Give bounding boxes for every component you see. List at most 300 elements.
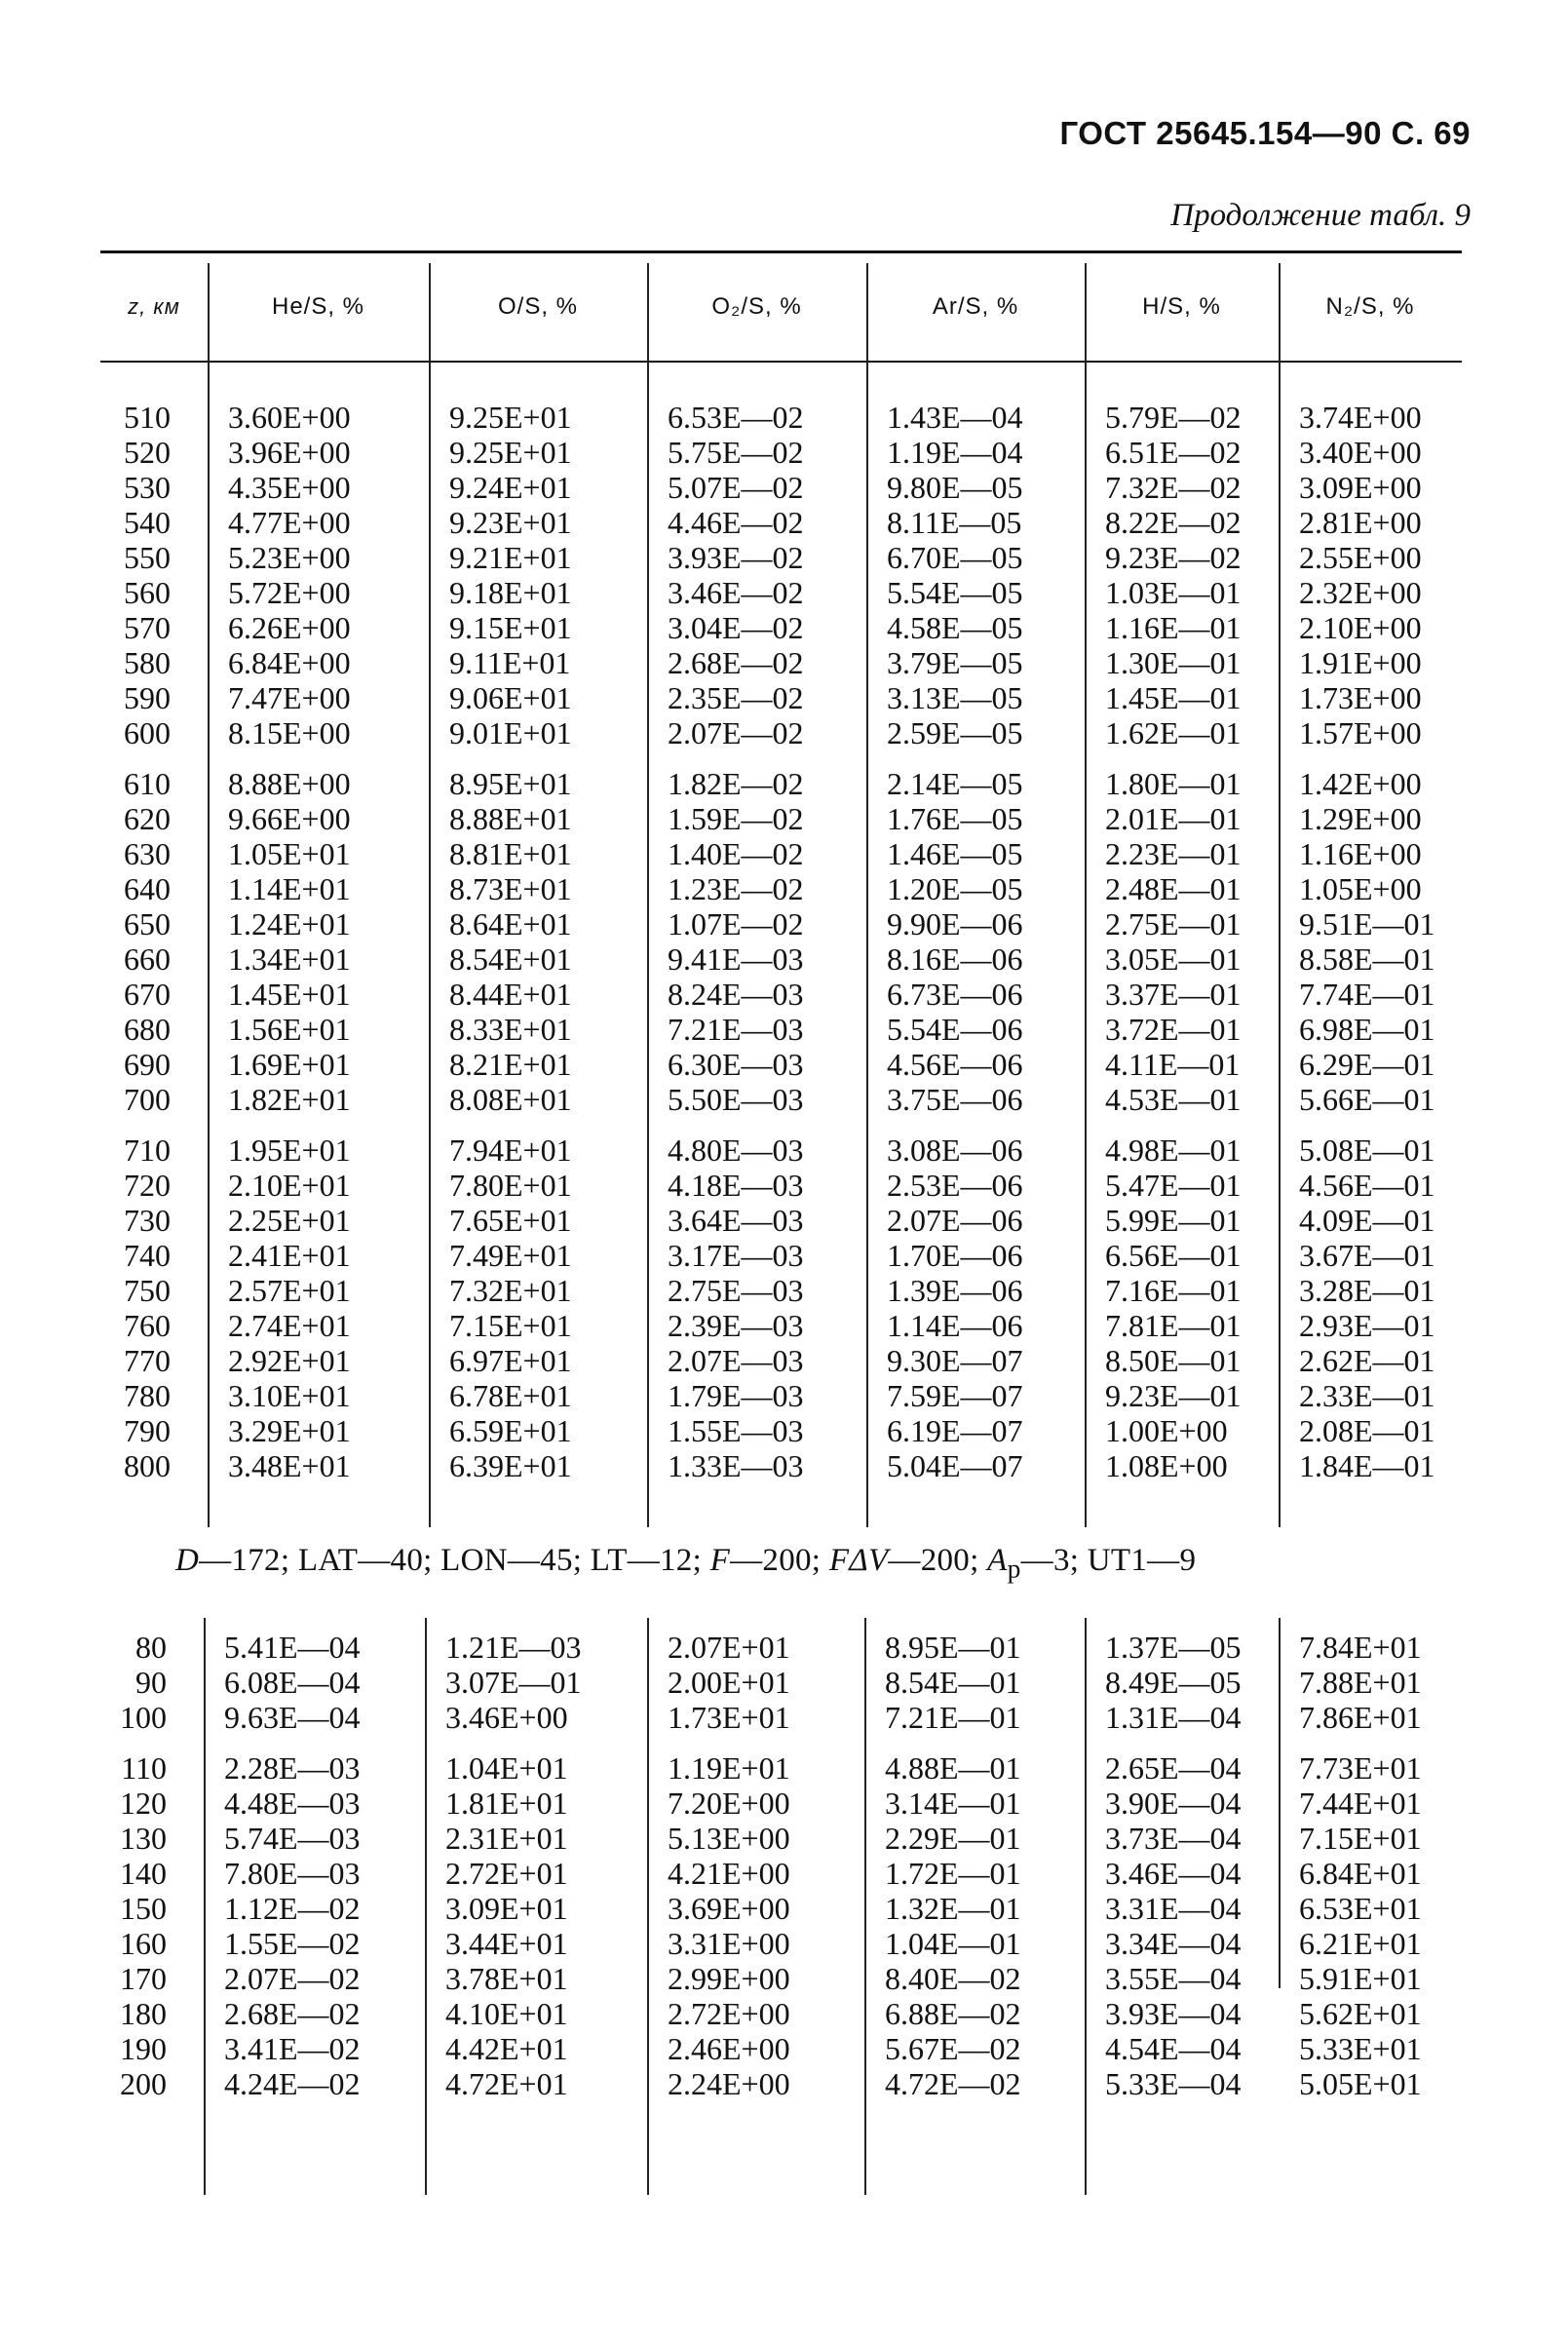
value-cell: 6.53E+01 <box>1299 1891 1422 1926</box>
value-cell: 7.59E—07 <box>887 1378 1023 1413</box>
value-cell: 5.50E—03 <box>668 1082 804 1117</box>
column-header-h: H/S, % <box>1142 293 1221 320</box>
table-row <box>100 540 1462 575</box>
value-cell: 8.11E—05 <box>887 505 1022 540</box>
table-row <box>100 1665 1462 1700</box>
table-row <box>100 2031 1462 2066</box>
value-cell: 3.28E—01 <box>1299 1273 1435 1308</box>
value-cell: 7.16E—01 <box>1105 1273 1242 1308</box>
value-cell: 2.07E+01 <box>668 1630 790 1665</box>
altitude-cell: 800 <box>124 1448 171 1483</box>
value-cell: 3.31E—04 <box>1105 1891 1242 1926</box>
value-cell: 7.65E+01 <box>449 1203 572 1238</box>
value-cell: 1.00E+00 <box>1105 1413 1228 1448</box>
column-header-he: He/S, % <box>271 293 365 320</box>
altitude-cell: 730 <box>124 1203 171 1238</box>
value-cell: 1.34E+01 <box>228 941 351 977</box>
table-row <box>100 1448 1462 1483</box>
table-block-110-200 <box>100 1750 1462 2101</box>
condition-fav-value: —200; <box>888 1543 988 1578</box>
value-cell: 5.75E—02 <box>668 435 804 470</box>
condition-d-value: —172; LAT—40; LON—45; LT—12; <box>199 1543 710 1578</box>
table-row <box>100 1891 1462 1926</box>
altitude-cell: 130 <box>120 1821 167 1856</box>
value-cell: 2.25E+01 <box>228 1203 351 1238</box>
value-cell: 2.07E—03 <box>668 1343 804 1378</box>
table-row <box>100 1750 1462 1786</box>
table-block-710-800 <box>100 1133 1462 1483</box>
value-cell: 1.69E+01 <box>228 1047 351 1082</box>
table-row <box>100 1273 1462 1308</box>
value-cell: 4.72E+01 <box>445 2066 568 2101</box>
value-cell: 8.73E+01 <box>449 871 572 906</box>
value-cell: 5.66E—01 <box>1299 1082 1435 1117</box>
altitude-cell: 680 <box>124 1012 171 1047</box>
value-cell: 1.19E—04 <box>887 435 1023 470</box>
table-row <box>100 1082 1462 1117</box>
value-cell: 9.90E—06 <box>887 906 1023 941</box>
value-cell: 2.93E—01 <box>1299 1308 1435 1343</box>
value-cell: 2.32E+00 <box>1299 575 1422 610</box>
value-cell: 1.70E—06 <box>887 1238 1023 1273</box>
value-cell: 8.16E—06 <box>887 941 1023 977</box>
table-row <box>100 1203 1462 1238</box>
value-cell: 1.16E—01 <box>1105 610 1242 645</box>
value-cell: 1.12E—02 <box>224 1891 361 1926</box>
value-cell: 1.55E—02 <box>224 1926 361 1961</box>
value-cell: 9.06E+01 <box>449 680 572 715</box>
conditions-line <box>175 1543 1196 1585</box>
value-cell: 3.74E+00 <box>1299 400 1422 435</box>
altitude-cell: 600 <box>124 715 171 750</box>
value-cell: 1.55E—03 <box>668 1413 804 1448</box>
value-cell: 2.01E—01 <box>1105 801 1242 836</box>
table-row <box>100 1238 1462 1273</box>
value-cell: 3.75E—06 <box>887 1082 1023 1117</box>
value-cell: 9.15E+01 <box>449 610 572 645</box>
value-cell: 5.54E—06 <box>887 1012 1023 1047</box>
value-cell: 2.41E+01 <box>228 1238 351 1273</box>
value-cell: 2.99E+00 <box>668 1961 790 1996</box>
table-row <box>100 680 1462 715</box>
value-cell: 5.07E—02 <box>668 470 804 505</box>
table-row <box>100 1012 1462 1047</box>
table-row <box>100 1308 1462 1343</box>
value-cell: 5.79E—02 <box>1105 400 1242 435</box>
table-row <box>100 1047 1462 1082</box>
value-cell: 3.05E—01 <box>1105 941 1242 977</box>
table-row <box>100 1168 1462 1203</box>
value-cell: 6.30E—03 <box>668 1047 804 1082</box>
value-cell: 2.62E—01 <box>1299 1343 1435 1378</box>
value-cell: 4.56E—06 <box>887 1047 1023 1082</box>
altitude-cell: 790 <box>124 1413 171 1448</box>
table-row <box>100 470 1462 505</box>
value-cell: 1.05E+00 <box>1299 871 1422 906</box>
value-cell: 4.24E—02 <box>224 2066 361 2101</box>
value-cell: 2.72E+00 <box>668 1996 790 2031</box>
value-cell: 8.95E+01 <box>449 766 572 801</box>
value-cell: 9.25E+01 <box>449 435 572 470</box>
altitude-cell: 100 <box>120 1700 167 1735</box>
altitude-cell: 740 <box>124 1238 171 1273</box>
value-cell: 4.46E—02 <box>668 505 804 540</box>
value-cell: 8.15E+00 <box>228 715 351 750</box>
table-row <box>100 1378 1462 1413</box>
altitude-cell: 550 <box>124 540 171 575</box>
value-cell: 3.31E+00 <box>668 1926 790 1961</box>
value-cell: 8.44E+01 <box>449 977 572 1012</box>
value-cell: 1.21E—03 <box>445 1630 582 1665</box>
column-header-ar: Ar/S, % <box>932 293 1019 320</box>
value-cell: 8.24E—03 <box>668 977 804 1012</box>
column-header-o2: O₂/S, % <box>711 293 802 320</box>
condition-a-value: —3; UT1—9 <box>1020 1543 1197 1578</box>
value-cell: 4.56E—01 <box>1299 1168 1435 1203</box>
condition-fav-label: FΔV <box>828 1543 889 1578</box>
table-row <box>100 1700 1462 1735</box>
composition-table <box>100 253 1462 1483</box>
value-cell: 1.42E+00 <box>1299 766 1422 801</box>
value-cell: 7.86E+01 <box>1299 1700 1422 1735</box>
value-cell: 7.21E—03 <box>668 1012 804 1047</box>
value-cell: 1.46E—05 <box>887 836 1023 871</box>
value-cell: 8.22E—02 <box>1105 505 1242 540</box>
altitude-cell: 180 <box>120 1996 167 2031</box>
value-cell: 1.43E—04 <box>887 400 1023 435</box>
table-block-510-600 <box>100 400 1462 750</box>
table-continuation-caption: Продолжение табл. 9 <box>1170 198 1471 233</box>
value-cell: 3.64E—03 <box>668 1203 804 1238</box>
altitude-cell: 620 <box>124 801 171 836</box>
column-header-row <box>100 253 1462 361</box>
value-cell: 1.05E+01 <box>228 836 351 871</box>
value-cell: 4.80E—03 <box>668 1133 804 1168</box>
altitude-cell: 80 <box>135 1630 167 1665</box>
value-cell: 7.32E—02 <box>1105 470 1242 505</box>
value-cell: 6.59E+01 <box>449 1413 572 1448</box>
value-cell: 2.00E+01 <box>668 1665 790 1700</box>
value-cell: 5.23E+00 <box>228 540 351 575</box>
value-cell: 2.75E—01 <box>1105 906 1242 941</box>
altitude-cell: 200 <box>120 2066 167 2101</box>
value-cell: 7.15E+01 <box>1299 1821 1422 1856</box>
value-cell: 6.08E—04 <box>224 1665 361 1700</box>
altitude-cell: 570 <box>124 610 171 645</box>
value-cell: 4.11E—01 <box>1105 1047 1241 1082</box>
value-cell: 6.98E—01 <box>1299 1012 1435 1047</box>
value-cell: 8.58E—01 <box>1299 941 1435 977</box>
value-cell: 1.45E—01 <box>1105 680 1242 715</box>
value-cell: 5.41E—04 <box>224 1630 361 1665</box>
value-cell: 1.79E—03 <box>668 1378 804 1413</box>
value-cell: 1.30E—01 <box>1105 645 1242 680</box>
value-cell: 3.08E—06 <box>887 1133 1023 1168</box>
value-cell: 3.09E+01 <box>445 1891 568 1926</box>
value-cell: 4.54E—04 <box>1105 2031 1242 2066</box>
value-cell: 3.73E—04 <box>1105 1821 1242 1856</box>
value-cell: 1.08E+00 <box>1105 1448 1228 1483</box>
value-cell: 3.46E—04 <box>1105 1856 1242 1891</box>
value-cell: 2.65E—04 <box>1105 1750 1242 1786</box>
value-cell: 9.25E+01 <box>449 400 572 435</box>
table-row <box>100 645 1462 680</box>
value-cell: 3.55E—04 <box>1105 1961 1242 1996</box>
value-cell: 1.14E—06 <box>887 1308 1023 1343</box>
value-cell: 1.95E+01 <box>228 1133 351 1168</box>
value-cell: 6.84E+00 <box>228 645 351 680</box>
value-cell: 1.81E+01 <box>445 1786 568 1821</box>
value-cell: 6.78E+01 <box>449 1378 572 1413</box>
value-cell: 6.21E+01 <box>1299 1926 1422 1961</box>
value-cell: 6.70E—05 <box>887 540 1023 575</box>
altitude-cell: 510 <box>124 400 171 435</box>
value-cell: 5.62E+01 <box>1299 1996 1422 2031</box>
value-cell: 2.31E+01 <box>445 1821 568 1856</box>
value-cell: 6.97E+01 <box>449 1343 572 1378</box>
value-cell: 2.92E+01 <box>228 1343 351 1378</box>
table-row <box>100 1630 1462 1665</box>
value-cell: 1.82E+01 <box>228 1082 351 1117</box>
table-row <box>100 610 1462 645</box>
altitude-cell: 750 <box>124 1273 171 1308</box>
table-row <box>100 435 1462 470</box>
value-cell: 6.88E—02 <box>885 1996 1021 2031</box>
table-row <box>100 1926 1462 1961</box>
document-header: ГОСТ 25645.154—90 С. 69 <box>1059 115 1471 151</box>
altitude-cell: 160 <box>120 1926 167 1961</box>
value-cell: 9.23E—02 <box>1105 540 1242 575</box>
value-cell: 4.21E+00 <box>668 1856 790 1891</box>
value-cell: 5.67E—02 <box>885 2031 1021 2066</box>
composition-table-lower <box>100 1630 1462 2101</box>
value-cell: 1.45E+01 <box>228 977 351 1012</box>
value-cell: 1.37E—05 <box>1105 1630 1242 1665</box>
value-cell: 3.14E—01 <box>885 1786 1021 1821</box>
value-cell: 7.80E—03 <box>224 1856 361 1891</box>
table-row <box>100 1996 1462 2031</box>
value-cell: 6.26E+00 <box>228 610 351 645</box>
value-cell: 3.37E—01 <box>1105 977 1242 1012</box>
value-cell: 2.29E—01 <box>885 1821 1021 1856</box>
value-cell: 6.29E—01 <box>1299 1047 1435 1082</box>
table-row <box>100 941 1462 977</box>
value-cell: 2.07E—02 <box>668 715 804 750</box>
table-row <box>100 2066 1462 2101</box>
altitude-cell: 150 <box>120 1891 167 1926</box>
value-cell: 2.28E—03 <box>224 1750 361 1786</box>
value-cell: 9.11E+01 <box>449 645 571 680</box>
value-cell: 8.40E—02 <box>885 1961 1021 1996</box>
value-cell: 4.98E—01 <box>1105 1133 1242 1168</box>
value-cell: 5.99E—01 <box>1105 1203 1242 1238</box>
value-cell: 3.04E—02 <box>668 610 804 645</box>
value-cell: 7.32E+01 <box>449 1273 572 1308</box>
value-cell: 5.13E+00 <box>668 1821 790 1856</box>
table-row <box>100 505 1462 540</box>
value-cell: 1.57E+00 <box>1299 715 1422 750</box>
table-row <box>100 906 1462 941</box>
table-block-80-100 <box>100 1630 1462 1735</box>
value-cell: 6.84E+01 <box>1299 1856 1422 1891</box>
value-cell: 2.75E—03 <box>668 1273 804 1308</box>
value-cell: 4.72E—02 <box>885 2066 1021 2101</box>
value-cell: 6.39E+01 <box>449 1448 572 1483</box>
value-cell: 2.48E—01 <box>1105 871 1242 906</box>
value-cell: 6.19E—07 <box>887 1413 1023 1448</box>
value-cell: 2.53E—06 <box>887 1168 1023 1203</box>
table-row <box>100 1133 1462 1168</box>
value-cell: 2.55E+00 <box>1299 540 1422 575</box>
value-cell: 3.09E+00 <box>1299 470 1422 505</box>
value-cell: 8.81E+01 <box>449 836 572 871</box>
value-cell: 1.84E—01 <box>1299 1448 1435 1483</box>
table-row <box>100 836 1462 871</box>
value-cell: 7.49E+01 <box>449 1238 572 1273</box>
value-cell: 5.47E—01 <box>1105 1168 1242 1203</box>
altitude-cell: 710 <box>124 1133 171 1168</box>
column-header-n2: N₂/S, % <box>1325 293 1415 320</box>
table-row <box>100 766 1462 801</box>
value-cell: 1.73E+01 <box>668 1700 790 1735</box>
altitude-cell: 720 <box>124 1168 171 1203</box>
value-cell: 2.59E—05 <box>887 715 1023 750</box>
value-cell: 9.41E—03 <box>668 941 804 977</box>
value-cell: 5.91E+01 <box>1299 1961 1422 1996</box>
value-cell: 1.73E+00 <box>1299 680 1422 715</box>
value-cell: 2.46E+00 <box>668 2031 790 2066</box>
value-cell: 3.90E—04 <box>1105 1786 1242 1821</box>
value-cell: 9.63E—04 <box>224 1700 361 1735</box>
value-cell: 3.41E—02 <box>224 2031 361 2066</box>
value-cell: 8.50E—01 <box>1105 1343 1242 1378</box>
value-cell: 2.35E—02 <box>668 680 804 715</box>
value-cell: 9.23E—01 <box>1105 1378 1242 1413</box>
value-cell: 6.53E—02 <box>668 400 804 435</box>
value-cell: 3.96E+00 <box>228 435 351 470</box>
value-cell: 9.51E—01 <box>1299 906 1435 941</box>
altitude-cell: 690 <box>124 1047 171 1082</box>
value-cell: 8.88E+00 <box>228 766 351 801</box>
table-row <box>100 1961 1462 1996</box>
value-cell: 4.42E+01 <box>445 2031 568 2066</box>
condition-f-label: F <box>709 1543 731 1578</box>
condition-a-label: A <box>987 1543 1008 1578</box>
value-cell: 4.48E—03 <box>224 1786 361 1821</box>
value-cell: 1.19E+01 <box>668 1750 790 1786</box>
table-row <box>100 801 1462 836</box>
altitude-cell: 640 <box>124 871 171 906</box>
value-cell: 1.20E—05 <box>887 871 1023 906</box>
value-cell: 6.51E—02 <box>1105 435 1242 470</box>
column-header-altitude: z, км <box>128 294 180 319</box>
value-cell: 7.47E+00 <box>228 680 351 715</box>
altitude-cell: 610 <box>124 766 171 801</box>
altitude-cell: 590 <box>124 680 171 715</box>
value-cell: 1.56E+01 <box>228 1012 351 1047</box>
value-cell: 1.33E—03 <box>668 1448 804 1483</box>
value-cell: 1.32E—01 <box>885 1891 1021 1926</box>
value-cell: 5.08E—01 <box>1299 1133 1435 1168</box>
value-cell: 3.93E—02 <box>668 540 804 575</box>
value-cell: 9.18E+01 <box>449 575 572 610</box>
value-cell: 8.33E+01 <box>449 1012 572 1047</box>
condition-f-value: —200; <box>730 1543 829 1578</box>
table-block-610-700 <box>100 766 1462 1117</box>
value-cell: 6.73E—06 <box>887 977 1023 1012</box>
value-cell: 4.53E—01 <box>1105 1082 1242 1117</box>
value-cell: 2.72E+01 <box>445 1856 568 1891</box>
altitude-cell: 660 <box>124 941 171 977</box>
altitude-cell: 520 <box>124 435 171 470</box>
value-cell: 1.07E—02 <box>668 906 804 941</box>
value-cell: 7.88E+01 <box>1299 1665 1422 1700</box>
value-cell: 5.33E+01 <box>1299 2031 1422 2066</box>
altitude-cell: 650 <box>124 906 171 941</box>
value-cell: 1.62E—01 <box>1105 715 1242 750</box>
altitude-cell: 140 <box>120 1856 167 1891</box>
value-cell: 7.81E—01 <box>1105 1308 1242 1343</box>
value-cell: 8.95E—01 <box>885 1630 1021 1665</box>
value-cell: 8.88E+01 <box>449 801 572 836</box>
value-cell: 1.82E—02 <box>668 766 804 801</box>
value-cell: 7.73E+01 <box>1299 1750 1422 1786</box>
value-cell: 4.88E—01 <box>885 1750 1021 1786</box>
value-cell: 3.67E—01 <box>1299 1238 1435 1273</box>
value-cell: 9.01E+01 <box>449 715 572 750</box>
value-cell: 9.24E+01 <box>449 470 572 505</box>
table-row <box>100 1413 1462 1448</box>
value-cell: 4.10E+01 <box>445 1996 568 2031</box>
value-cell: 1.03E—01 <box>1105 575 1242 610</box>
value-cell: 1.39E—06 <box>887 1273 1023 1308</box>
altitude-cell: 190 <box>120 2031 167 2066</box>
value-cell: 1.29E+00 <box>1299 801 1422 836</box>
value-cell: 1.59E—02 <box>668 801 804 836</box>
value-cell: 2.57E+01 <box>228 1273 351 1308</box>
value-cell: 8.21E+01 <box>449 1047 572 1082</box>
value-cell: 1.04E—01 <box>885 1926 1021 1961</box>
value-cell: 5.54E—05 <box>887 575 1023 610</box>
value-cell: 1.14E+01 <box>228 871 351 906</box>
value-cell: 2.39E—03 <box>668 1308 804 1343</box>
value-cell: 9.80E—05 <box>887 470 1023 505</box>
value-cell: 1.16E+00 <box>1299 836 1422 871</box>
value-cell: 9.23E+01 <box>449 505 572 540</box>
altitude-cell: 170 <box>120 1961 167 1996</box>
value-cell: 1.40E—02 <box>668 836 804 871</box>
table-row <box>100 400 1462 435</box>
value-cell: 4.35E+00 <box>228 470 351 505</box>
altitude-cell: 780 <box>124 1378 171 1413</box>
value-cell: 7.74E—01 <box>1299 977 1435 1012</box>
value-cell: 9.30E—07 <box>887 1343 1023 1378</box>
table-row <box>100 1343 1462 1378</box>
value-cell: 9.66E+00 <box>228 801 351 836</box>
altitude-cell: 90 <box>135 1665 167 1700</box>
value-cell: 5.05E+01 <box>1299 2066 1422 2101</box>
value-cell: 4.77E+00 <box>228 505 351 540</box>
value-cell: 3.93E—04 <box>1105 1996 1242 2031</box>
value-cell: 1.31E—04 <box>1105 1700 1242 1735</box>
value-cell: 2.68E—02 <box>668 645 804 680</box>
value-cell: 1.24E+01 <box>228 906 351 941</box>
value-cell: 2.10E+00 <box>1299 610 1422 645</box>
value-cell: 3.69E+00 <box>668 1891 790 1926</box>
value-cell: 4.58E—05 <box>887 610 1023 645</box>
value-cell: 5.04E—07 <box>887 1448 1023 1483</box>
column-header-o: O/S, % <box>497 293 579 320</box>
